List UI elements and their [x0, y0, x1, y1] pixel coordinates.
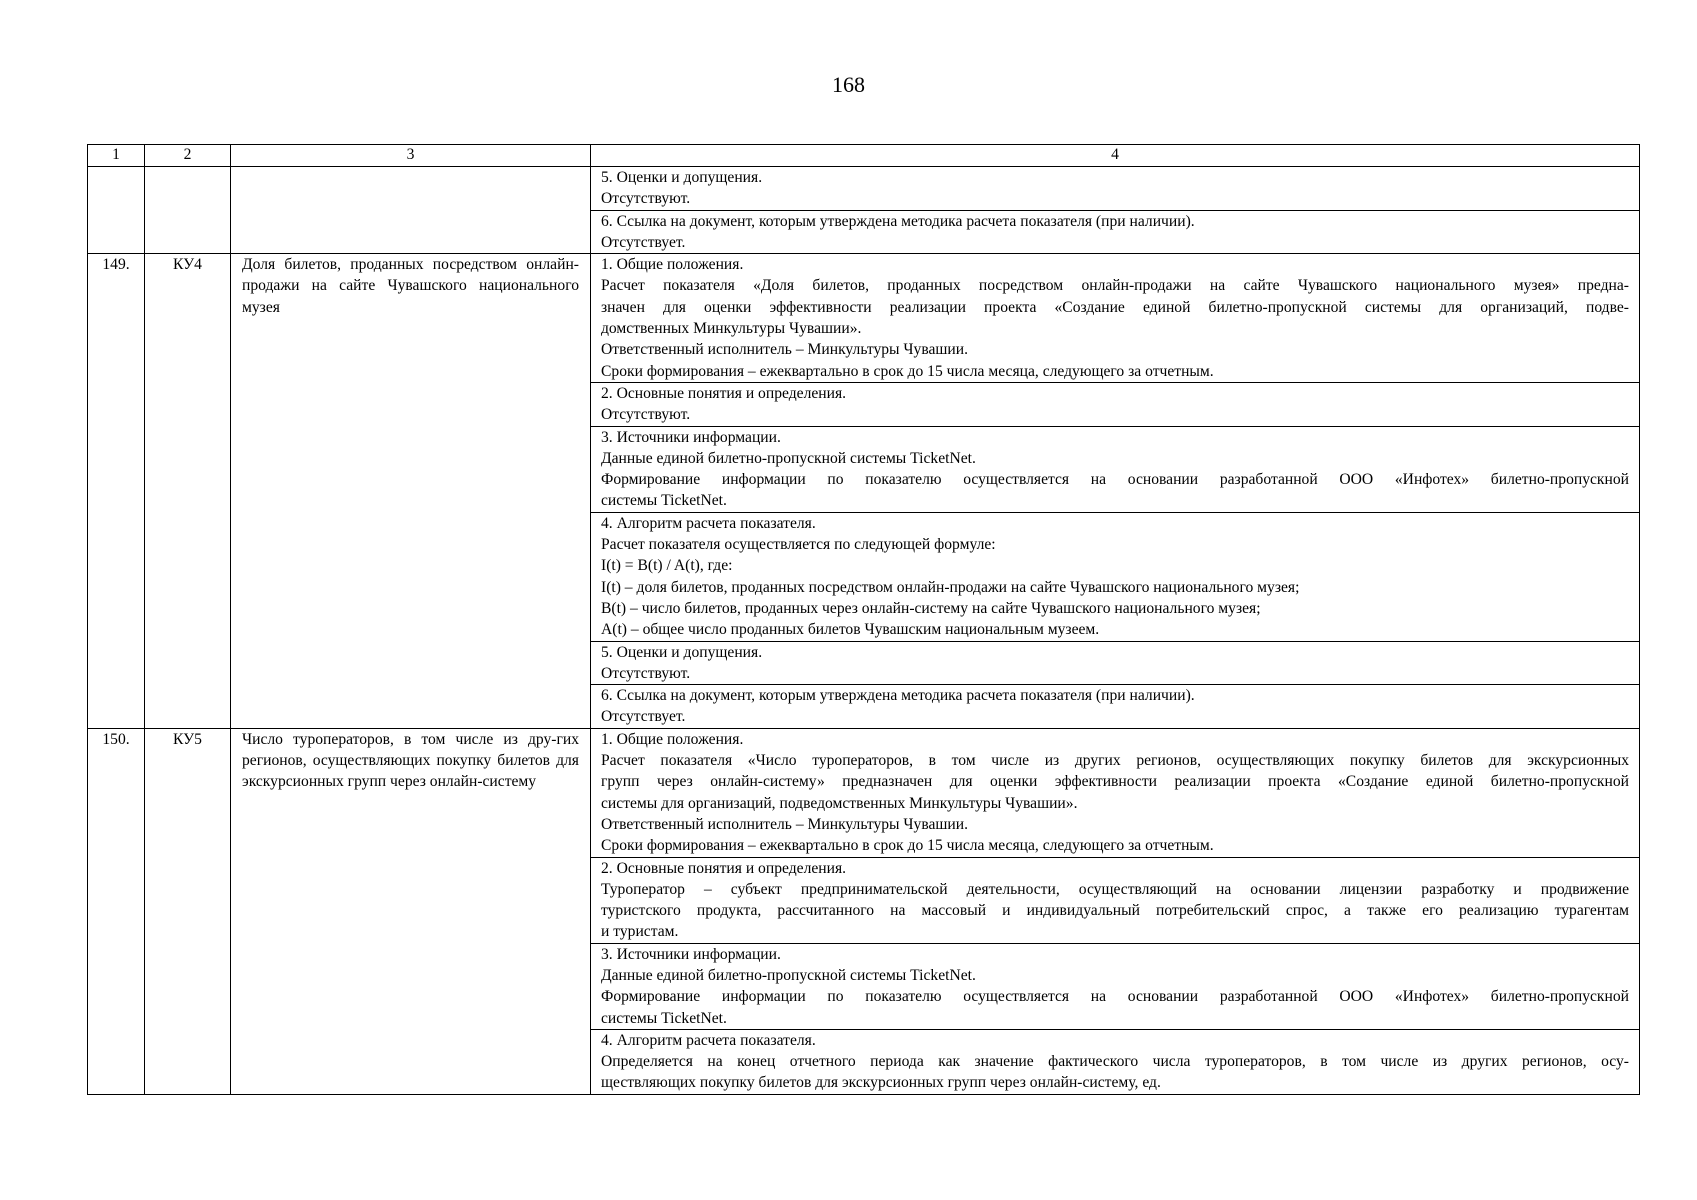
section-heading: 6. Ссылка на документ, которым утверждена методика расчета показателя (при наличии). [601, 212, 1195, 230]
indicator-name [231, 254, 591, 729]
section-line: Расчет показателя «Доля билетов, проданных посредством онлайн-продажи на сайте Чувашского национального музея» предна- [601, 277, 1629, 295]
empty-cell [145, 167, 231, 254]
section-cell [591, 641, 1640, 685]
section-heading: 3. Источники информации. [601, 428, 781, 446]
section-line: Ответственный исполнитель – Минкультуры Чувашии. [601, 341, 969, 359]
section-line: системы для организаций, подведомственных Минкультуры Чувашии». [601, 794, 1078, 812]
section-line: домственных Минкультуры Чувашии». [601, 320, 862, 338]
section-line: Данные единой билетно-пропускной системы TicketNet. [601, 966, 976, 984]
section-heading: 1. Общие положения. [601, 256, 744, 274]
section-heading: 5. Оценки и допущения. [601, 169, 763, 186]
section-line: Формирование информации по показателю осуществляется на основании разработанной ООО «Инфотех» билетно-пропускной [601, 988, 1629, 1006]
section-line: Расчет показателя осуществляется по следующей формуле: [601, 536, 996, 554]
section-line: Данные единой билетно-пропускной системы TicketNet. [601, 449, 976, 467]
section-line: Отсутствуют. [601, 664, 691, 682]
header-row [88, 145, 1640, 167]
indicator-code: КУ5 [145, 728, 231, 1094]
section-line: системы TicketNet. [601, 1009, 727, 1027]
section-heading: 4. Алгоритм расчета показателя. [601, 1031, 816, 1049]
section-cell [591, 1029, 1640, 1094]
section-heading: 2. Основные понятия и определения. [601, 859, 847, 877]
indicator-row [88, 254, 1640, 383]
section-heading: 2. Основные понятия и определения. [601, 384, 847, 402]
section-line: Отсутствуют. [601, 406, 691, 424]
section-cell [591, 943, 1640, 1029]
section-line: Расчет показателя «Число туроператоров, в том числе из других регионов, осуществляющих покупку билетов для экскурсионных [601, 752, 1629, 770]
section-cell [591, 254, 1640, 383]
section-cell [591, 210, 1640, 254]
page-number: 168 [832, 72, 865, 97]
continuation-row [88, 167, 1640, 211]
empty-cell [88, 167, 145, 254]
row-number: 149. [88, 254, 145, 729]
header-col-2: 2 [145, 145, 231, 167]
section-heading: 4. Алгоритм расчета показателя. [601, 514, 816, 532]
section-heading: 1. Общие положения. [601, 730, 744, 748]
section-line: Формирование информации по показателю осуществляется на основании разработанной ООО «Инфотех» билетно-пропускной [601, 471, 1629, 489]
section-line: Отсутствуют. [601, 190, 691, 208]
header-col-4: 4 [591, 145, 1640, 167]
section-line: Отсутствует. [601, 708, 686, 726]
section-line: Ответственный исполнитель – Минкультуры Чувашии. [601, 815, 969, 833]
section-cell [591, 167, 1640, 211]
section-line: туристского продукта, рассчитанного на массовый и индивидуальный потребительский спрос, а также его реализацию турагентам [601, 902, 1629, 920]
indicator-code: КУ4 [145, 254, 231, 729]
indicator-name-text: Доля билетов, проданных посредством онлайн-продажи на сайте Чувашского национального музея [242, 256, 579, 316]
header-col-3: 3 [231, 145, 591, 167]
section-line: Туроператор – субъект предпринимательской деятельности, осуществляющий на основании лицензии разработку и продвижение [601, 880, 1629, 898]
indicator-name-text: Число туроператоров, в том числе из дру-гих регионов, осуществляющих покупку билетов для экскурсионных групп через онлайн-систему [242, 730, 579, 791]
indicator-table [87, 144, 1640, 1095]
indicator-name [231, 728, 591, 1094]
section-line: Сроки формирования – ежеквартально в срок до 15 числа месяца, следующего за отчетным. [601, 837, 1214, 855]
section-cell [591, 382, 1640, 426]
section-line: Сроки формирования – ежеквартально в срок до 15 числа месяца, следующего за отчетным. [601, 362, 1214, 380]
indicator-row [88, 728, 1640, 857]
section-cell [591, 512, 1640, 641]
section-line: и туристам. [601, 923, 679, 941]
section-line: системы TicketNet. [601, 492, 727, 510]
section-cell [591, 426, 1640, 512]
section-line: ществляющих покупку билетов для экскурсионных групп через онлайн-систему, ед. [601, 1074, 1161, 1092]
section-heading: 3. Источники информации. [601, 945, 781, 963]
section-line: групп через онлайн-систему» предназначен для оценки эффективности реализации проекта «Создание единой билетно-пропускной [601, 773, 1629, 791]
section-cell [591, 728, 1640, 857]
section-heading: 5. Оценки и допущения. [601, 643, 763, 661]
header-col-1: 1 [88, 145, 145, 167]
section-cell [591, 685, 1640, 729]
section-heading: 6. Ссылка на документ, которым утверждена методика расчета показателя (при наличии). [601, 687, 1195, 705]
section-cell [591, 857, 1640, 943]
section-line: A(t) – общее число проданных билетов Чувашским национальным музеем. [601, 621, 1100, 639]
row-number: 150. [88, 728, 145, 1094]
section-line: Отсутствует. [601, 233, 686, 251]
section-line: значен для оценки эффективности реализации проекта «Создание единой билетно-пропускной системы для организаций, подве- [601, 298, 1629, 316]
section-line: I(t) – доля билетов, проданных посредством онлайн-продажи на сайте Чувашского национального музея; [601, 578, 1300, 596]
empty-cell [231, 167, 591, 254]
section-line: I(t) = B(t) / A(t), где: [601, 557, 733, 575]
section-line: Определяется на конец отчетного периода как значение фактического числа туроператоров, в том числе из других регионов, осу- [601, 1053, 1629, 1071]
section-line: B(t) – число билетов, проданных через онлайн-систему на сайте Чувашского национального музея; [601, 599, 1261, 617]
